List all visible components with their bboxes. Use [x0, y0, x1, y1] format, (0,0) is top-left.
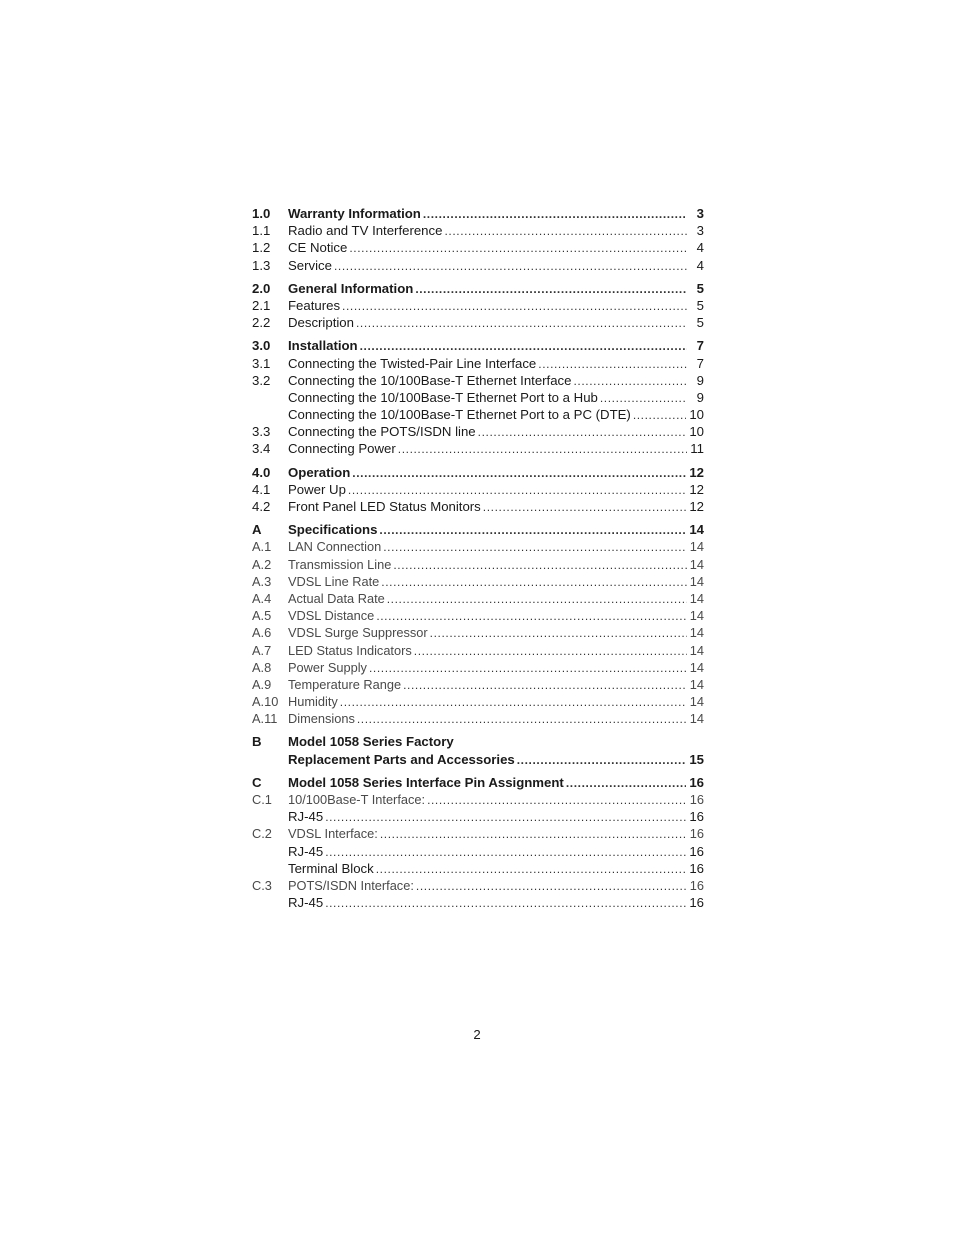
- toc-section: [252, 337, 704, 457]
- toc-entry-page: 16: [689, 860, 704, 876]
- toc-dot-leader: [380, 826, 687, 843]
- toc-entry-title: CE Notice: [288, 240, 348, 256]
- toc-entry-number: A: [252, 522, 262, 538]
- toc-entry[interactable]: [252, 498, 704, 515]
- toc-entry-title: VDSL Surge Suppressor: [288, 625, 428, 641]
- toc-entry-title: Specifications: [288, 522, 378, 538]
- toc-entry[interactable]: [252, 751, 704, 768]
- toc-entry-title: Connecting Power: [288, 441, 396, 457]
- toc-entry-title: Connecting the 10/100Base-T Ethernet Port to a Hub: [288, 389, 598, 405]
- toc-entry-number: A.10: [252, 694, 279, 710]
- toc-section: [252, 733, 704, 767]
- toc-entry-page: 14: [689, 573, 704, 589]
- toc-entry-title: Temperature Range: [288, 676, 402, 692]
- toc-entry-title: Model 1058 Series Factory: [288, 734, 454, 750]
- toc-entry-page: 14: [689, 642, 704, 658]
- toc-dot-leader: [325, 809, 686, 826]
- toc-entry-title: RJ-45: [288, 809, 324, 825]
- toc-entry-number: A.5: [252, 608, 272, 624]
- toc-dot-leader: [349, 240, 687, 257]
- toc-dot-leader: [414, 643, 687, 660]
- toc-entry-number: 3.1: [252, 355, 271, 371]
- toc-entry[interactable]: [252, 389, 704, 406]
- toc-entry[interactable]: [252, 808, 704, 825]
- toc-entry[interactable]: [252, 464, 704, 481]
- toc-entry-title: Features: [288, 297, 341, 313]
- toc-entry-page: 16: [689, 809, 704, 825]
- toc-entry-number: C.2: [252, 826, 272, 842]
- toc-entry-page: 16: [689, 843, 704, 859]
- toc-entry-page: 3: [696, 206, 704, 221]
- toc-entry[interactable]: [252, 239, 704, 256]
- toc-entry-page: 16: [689, 877, 704, 893]
- toc-dot-leader: [379, 522, 686, 539]
- toc-entry[interactable]: [252, 607, 704, 624]
- toc-entry[interactable]: [252, 222, 704, 239]
- toc-entry-page: 16: [689, 774, 704, 790]
- toc-dot-leader: [387, 591, 687, 608]
- toc-entry-page: 10: [689, 424, 704, 440]
- toc-entry[interactable]: [252, 659, 704, 676]
- toc-entry[interactable]: [252, 573, 704, 590]
- toc-entry-page: 4: [696, 240, 704, 256]
- toc-entry-page: 14: [689, 522, 704, 538]
- toc-entry-page: 14: [689, 556, 704, 572]
- toc-dot-leader: [334, 258, 687, 275]
- toc-dot-leader: [478, 424, 687, 441]
- page-number: 2: [473, 1027, 481, 1042]
- toc-entry[interactable]: [252, 297, 704, 314]
- toc-entry[interactable]: [252, 538, 704, 555]
- toc-entry-number: C.1: [252, 792, 272, 807]
- toc-section: [252, 521, 704, 727]
- toc-dot-leader: [376, 608, 686, 625]
- toc-dot-leader: [352, 465, 686, 482]
- toc-entry-number: A.8: [252, 659, 272, 675]
- toc-entry[interactable]: [252, 205, 704, 222]
- toc-entry-title: Connecting the Twisted-Pair Line Interface: [288, 355, 537, 371]
- toc-entry-title: Operation: [288, 464, 351, 480]
- toc-entry-number: 1.2: [252, 240, 271, 256]
- toc-dot-leader: [538, 356, 687, 373]
- toc-entry[interactable]: [252, 355, 704, 372]
- toc-entry[interactable]: [252, 440, 704, 457]
- toc-entry-title: Connecting the POTS/ISDN line: [288, 424, 476, 440]
- toc-entry-number: A.11: [252, 711, 278, 727]
- toc-entry-page: 16: [689, 792, 704, 807]
- toc-entry-number: A.1: [252, 539, 272, 555]
- toc-entry-title: Connecting the 10/100Base-T Ethernet Port to a PC (DTE): [288, 407, 631, 423]
- toc-entry[interactable]: [252, 423, 704, 440]
- toc-entry-page: 7: [696, 355, 704, 371]
- toc-entry-title: Replacement Parts and Accessories: [288, 751, 515, 767]
- toc-entry-page: 16: [689, 826, 704, 842]
- toc-entry-number: 2.2: [252, 315, 271, 331]
- toc-dot-leader: [393, 557, 686, 574]
- toc-entry-number: 4.0: [252, 464, 271, 480]
- toc-entry-page: 10: [689, 407, 704, 423]
- toc-entry[interactable]: [252, 556, 704, 573]
- toc-entry-page: 15: [689, 751, 704, 767]
- toc-entry[interactable]: [252, 521, 704, 538]
- toc-entry-page: 12: [689, 481, 704, 497]
- toc-entry-title: Installation: [288, 338, 358, 354]
- toc-entry-number: 3.3: [252, 424, 271, 440]
- toc-dot-leader: [325, 895, 686, 912]
- toc-entry-title: Terminal Block: [288, 860, 374, 876]
- toc-dot-leader: [566, 775, 687, 792]
- toc-entry-page: 5: [696, 280, 704, 296]
- toc-entry-number: A.6: [252, 625, 272, 641]
- toc-entry-number: 4.2: [252, 499, 271, 514]
- toc-entry-number: 1.1: [252, 223, 271, 239]
- toc-entry[interactable]: [252, 257, 704, 274]
- toc-entry-page: 5: [696, 297, 704, 313]
- toc-entry-title: General Information: [288, 280, 414, 296]
- toc-entry-title: Power Up: [288, 481, 346, 497]
- toc-entry-title: VDSL Distance: [288, 608, 375, 624]
- toc-entry[interactable]: [252, 774, 704, 791]
- toc-dot-leader: [600, 390, 687, 407]
- toc-entry-page: 3: [696, 223, 704, 239]
- toc-entry[interactable]: [252, 791, 704, 808]
- toc-entry[interactable]: [252, 825, 704, 842]
- toc-entry[interactable]: [252, 676, 704, 693]
- toc-entry[interactable]: [252, 314, 704, 331]
- toc-dot-leader: [383, 539, 687, 556]
- toc-section: [252, 205, 704, 274]
- toc-entry-number: 2.1: [252, 297, 271, 313]
- toc-entry[interactable]: [252, 590, 704, 607]
- toc-entry[interactable]: [252, 733, 704, 750]
- toc-entry-title: Dimensions: [288, 711, 355, 727]
- toc-entry[interactable]: [252, 406, 704, 423]
- toc-dot-leader: [369, 660, 687, 677]
- toc-entry-page: 9: [696, 389, 704, 405]
- toc-entry-title: LAN Connection: [288, 539, 382, 555]
- toc-entry-title: Humidity: [288, 694, 338, 710]
- toc-entry-title: RJ-45: [288, 843, 324, 859]
- toc-entry-title: Transmission Line: [288, 556, 392, 572]
- toc-entry-title: Radio and TV Interference: [288, 223, 443, 239]
- toc-entry-number: A.7: [252, 642, 272, 658]
- toc-section: [252, 464, 704, 516]
- toc-entry-number: C.3: [252, 877, 272, 893]
- toc-entry-title: Connecting the 10/100Base-T Ethernet Interface: [288, 372, 572, 388]
- toc-dot-leader: [444, 223, 687, 240]
- toc-entry-title: LED Status Indicators: [288, 642, 412, 658]
- toc-entry-title: RJ-45: [288, 895, 324, 911]
- toc-entry[interactable]: [252, 843, 704, 860]
- toc-dot-leader: [633, 407, 687, 424]
- toc-entry-number: 1.0: [252, 206, 271, 221]
- toc-dot-leader: [376, 861, 687, 878]
- toc-entry[interactable]: [252, 624, 704, 641]
- toc-entry[interactable]: [252, 710, 704, 727]
- toc-entry[interactable]: [252, 372, 704, 389]
- toc-dot-leader: [342, 298, 687, 315]
- toc-entry-page: 7: [696, 338, 704, 354]
- toc-entry-title: Power Supply: [288, 659, 367, 675]
- toc-entry-number: 2.0: [252, 280, 271, 296]
- toc-entry-number: A.4: [252, 590, 272, 606]
- toc-entry-page: 9: [696, 372, 704, 388]
- toc-dot-leader: [483, 499, 687, 516]
- toc-entry-page: 14: [689, 694, 704, 710]
- toc-dot-leader: [356, 315, 687, 332]
- toc-entry-page: 14: [689, 711, 704, 727]
- toc-entry-page: 14: [689, 625, 704, 641]
- toc-dot-leader: [430, 625, 687, 642]
- toc-entry-number: B: [252, 734, 262, 750]
- toc-entry[interactable]: [252, 860, 704, 877]
- toc-dot-leader: [360, 338, 687, 355]
- toc-dot-leader: [381, 574, 686, 591]
- toc-entry-title: Actual Data Rate: [288, 590, 385, 606]
- toc-entry[interactable]: [252, 280, 704, 297]
- toc-dot-leader: [325, 844, 686, 861]
- toc-entry-number: 3.0: [252, 338, 271, 354]
- toc-dot-leader: [517, 752, 687, 769]
- toc-entry-title: 10/100Base-T Interface:: [288, 792, 426, 807]
- toc-dot-leader: [427, 792, 687, 809]
- toc-entry-number: 3.2: [252, 372, 271, 388]
- toc-entry-page: 14: [689, 590, 704, 606]
- toc-entry-page: 5: [696, 315, 704, 331]
- toc-entry-page: 11: [690, 441, 704, 457]
- toc-entry-number: C: [252, 774, 262, 790]
- toc-entry[interactable]: [252, 481, 704, 498]
- toc-entry-title: VDSL Interface:: [288, 826, 378, 842]
- toc-entry-number: 4.1: [252, 481, 271, 497]
- toc-entry-page: 14: [689, 608, 704, 624]
- toc-entry-number: A.9: [252, 676, 272, 692]
- toc-dot-leader: [573, 373, 687, 390]
- toc-dot-leader: [340, 694, 687, 711]
- toc-dot-leader: [348, 482, 686, 499]
- toc-dot-leader: [416, 878, 687, 895]
- toc-entry-title: Front Panel LED Status Monitors: [288, 499, 481, 514]
- toc-entry-title: Service: [288, 257, 332, 273]
- toc-dot-leader: [398, 441, 687, 458]
- toc-entry[interactable]: [252, 337, 704, 354]
- toc-dot-leader: [423, 206, 687, 223]
- toc-entry-number: 3.4: [252, 441, 271, 457]
- toc-entry-title: Model 1058 Series Interface Pin Assignment: [288, 774, 564, 790]
- toc-entry-page: 14: [689, 539, 704, 555]
- toc-entry-page: 12: [689, 499, 704, 514]
- toc-entry[interactable]: [252, 693, 704, 710]
- toc-entry-number: 1.3: [252, 257, 271, 273]
- toc-entry-title: Warranty Information: [288, 206, 421, 221]
- toc-section: [252, 280, 704, 332]
- toc-entry-title: Description: [288, 315, 354, 331]
- toc-entry[interactable]: [252, 877, 704, 894]
- toc-dot-leader: [415, 281, 687, 298]
- toc-entry-title: VDSL Line Rate: [288, 573, 380, 589]
- toc-entry-page: 14: [689, 676, 704, 692]
- toc-entry-title: POTS/ISDN Interface:: [288, 877, 414, 893]
- toc-section: [252, 774, 704, 912]
- toc-entry-number: A.2: [252, 556, 272, 572]
- toc-entry-number: A.3: [252, 573, 272, 589]
- toc-entry[interactable]: [252, 642, 704, 659]
- toc-entry-page: 12: [689, 464, 704, 480]
- toc-entry-page: 14: [689, 659, 704, 675]
- toc-entry[interactable]: [252, 894, 704, 911]
- toc-dot-leader: [357, 711, 687, 728]
- toc-entry-page: 4: [696, 257, 704, 273]
- toc-dot-leader: [403, 677, 687, 694]
- toc-entry-page: 16: [689, 895, 704, 911]
- table-of-contents: [252, 205, 704, 917]
